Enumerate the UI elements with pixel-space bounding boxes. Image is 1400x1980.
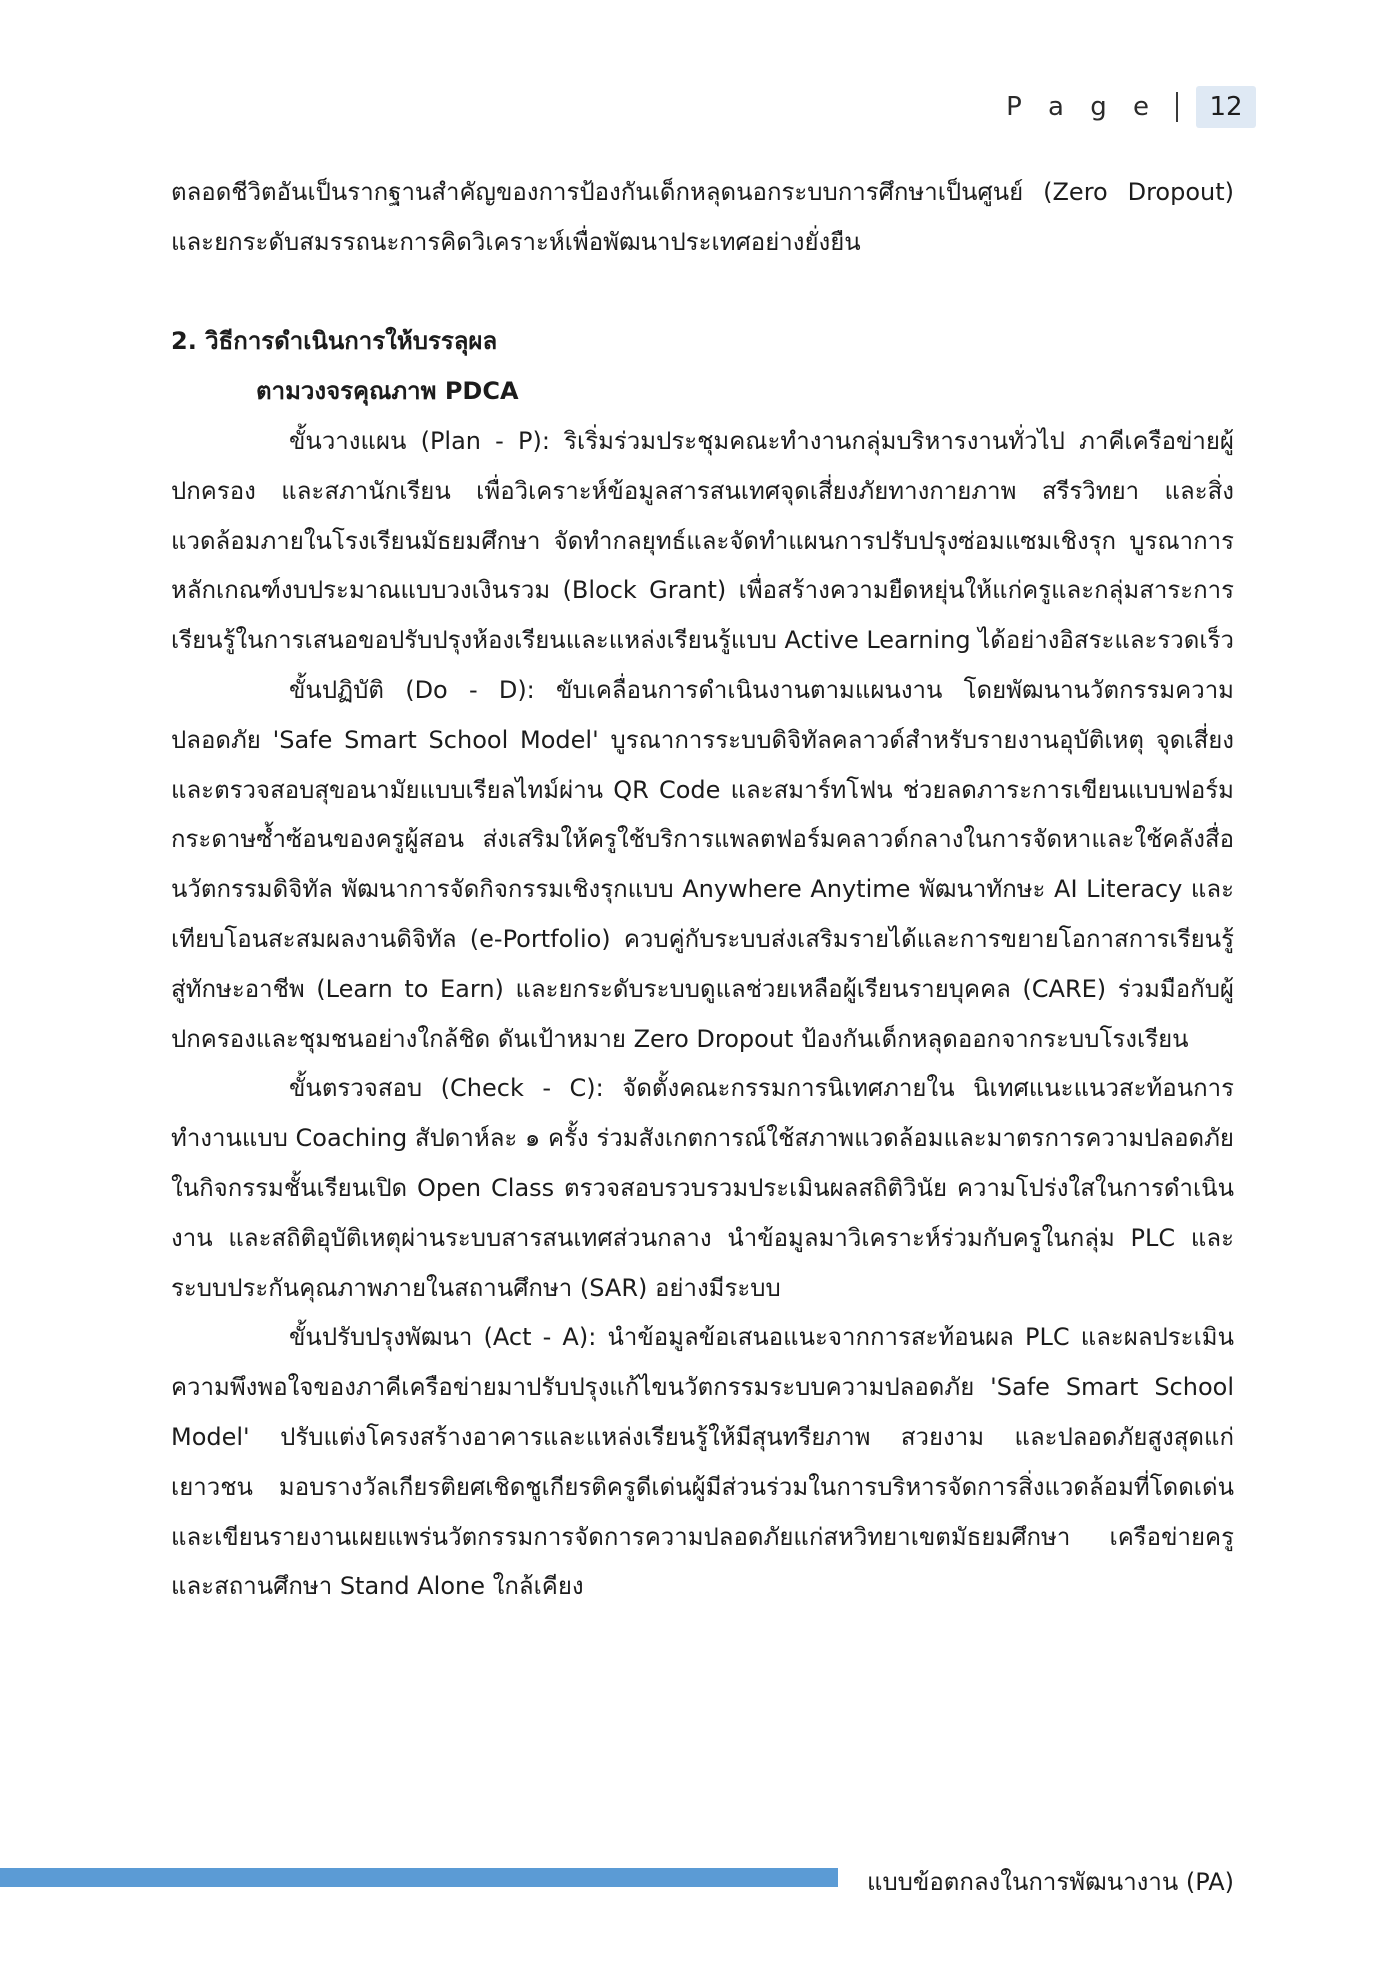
intro-paragraph: ตลอดชีวิตอันเป็นรากฐานสำคัญของการป้องกันเด็กหลุดนอกระบบการศึกษาเป็นศูนย์ (Zero Dropout) และยกระดับสมรรถนะการคิดวิเคราะห์เพื่อพัฒนาประเทศอย่างยั่งยืน	[171, 178, 1234, 256]
page-number: 12	[1196, 86, 1256, 128]
act-paragraph: ขั้นปรับปรุงพัฒนา (Act - A): นำข้อมูลข้อเสนอแนะจากการสะท้อนผล PLC และผลประเมินความพึงพอใจของภาคีเครือข่ายมาปรับปรุงแก้ไขนวัตกรรมระบบความปลอดภัย 'Safe Smart School Model' ปรับแต่งโครงสร้างอาคารและแหล่งเรียนรู้ให้มีสุนทรียภาพ สวยงาม และปลอดภัยสูงสุดแก่เยาวชน มอบรางวัลเกียรติยศเชิดชูเกียรติครูดีเด่นผู้มีส่วนร่วมในการบริหารจัดการสิ่งแวดล้อมที่โดดเด่น และเขียนรายงานเผยแพร่นวัตกรรมการจัดการความปลอดภัยแก่สหวิทยาเขตมัธยมศึกษา เครือข่ายครู และสถานศึกษา Stand Alone ใกล้เคียง	[171, 1323, 1234, 1601]
check-paragraph: ขั้นตรวจสอบ (Check - C): จัดตั้งคณะกรรมการนิเทศภายใน นิเทศแนะแนวสะท้อนการทำงานแบบ Coaching สัปดาห์ละ ๑ ครั้ง ร่วมสังเกตการณ์ใช้สภาพแวดล้อมและมาตรการความปลอดภัยในกิจกรรมชั้นเรียนเปิด Open Class ตรวจสอบรวบรวมประเมินผลสถิติวินัย ความโปร่งใสในการดำเนินงาน และสถิติอุบัติเหตุผ่านระบบสารสนเทศส่วนกลาง นำข้อมูลมาวิเคราะห์ร่วมกับครูในกลุ่ม PLC และระบบประกันคุณภาพภายในสถานศึกษา (SAR) อย่างมีระบบ	[171, 1074, 1234, 1302]
sub-title: ตามวงจรคุณภาพ PDCA	[256, 377, 519, 406]
do-paragraph: ขั้นปฏิบัติ (Do - D): ขับเคลื่อนการดำเนินงานตามแผนงาน โดยพัฒนานวัตกรรมความปลอดภัย 'Safe Smart School Model' บูรณาการระบบดิจิทัลคลาวด์สำหรับรายงานอุบัติเหตุ จุดเสี่ยง และตรวจสอบสุขอนามัยแบบเรียลไทม์ผ่าน QR Code และสมาร์ทโฟน ช่วยลดภาระการเขียนแบบฟอร์มกระดาษซ้ำซ้อนของครูผู้สอน ส่งเสริมให้ครูใช้บริการแพลตฟอร์มคลาวด์กลางในการจัดหาและใช้คลังสื่อนวัตกรรมดิจิทัล พัฒนาการจัดกิจกรรมเชิงรุกแบบ Anywhere Anytime พัฒนาทักษะ AI Literacy และเทียบโอนสะสมผลงานดิจิทัล (e-Portfolio) ควบคู่กับระบบส่งเสริมรายได้และการขยายโอกาสการเรียนรู้สู่ทักษะอาชีพ (Learn to Earn) และยกระดับระบบดูแลช่วยเหลือผู้เรียนรายบุคคล (CARE) ร่วมมือกับผู้ปกครองและชุมชนอย่างใกล้ชิด ดันเป้าหมาย Zero Dropout ป้องกันเด็กหลุดออกจากระบบโรงเรียน	[171, 675, 1234, 1053]
plan-paragraph: ขั้นวางแผน (Plan - P): ริเริ่มร่วมประชุมคณะทำงานกลุ่มบริหารงานทั่วไป ภาคีเครือข่ายผู้ปกครอง และสภานักเรียน เพื่อวิเคราะห์ข้อมูลสารสนเทศจุดเสี่ยงภัยทางกายภาพ สรีรวิทยา และสิ่งแวดล้อมภายในโรงเรียนมัธยมศึกษา จัดทำกลยุทธ์และจัดทำแผนการปรับปรุงซ่อมแซมเชิงรุก บูรณาการหลักเกณฑ์งบประมาณแบบวงเงินรวม (Block Grant) เพื่อสร้างความยืดหยุ่นให้แก่ครูและกลุ่มสาระการเรียนรู้ในการเสนอขอปรับปรุงห้องเรียนและแหล่งเรียนรู้แบบ Active Learning ได้อย่างอิสระและรวดเร็ว	[171, 426, 1234, 655]
paragraph-gap	[171, 268, 1234, 318]
footer-accent-bar	[0, 1868, 838, 1887]
document-body	[171, 168, 1234, 1612]
header-divider	[1176, 92, 1178, 122]
section-title: 2. วิธีการดำเนินการให้บรรลุผล	[171, 327, 498, 356]
page-label: P a g e	[1006, 92, 1158, 122]
footer-title: แบบข้อตกลงในการพัฒนางาน (PA)	[866, 1868, 1234, 1896]
page-header	[1006, 86, 1256, 128]
